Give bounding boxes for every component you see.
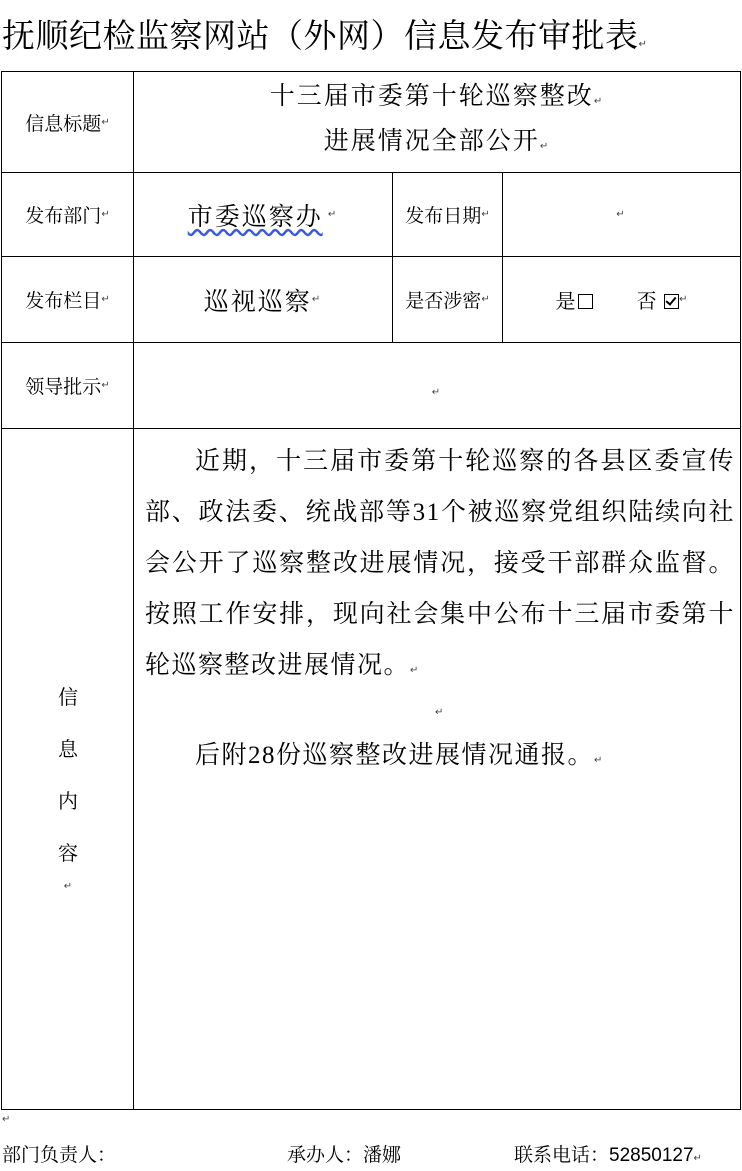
label-char: 信 — [58, 687, 78, 709]
blank-line: ↵ — [2, 1114, 11, 1125]
secret-options: 是 否 ↵ — [503, 257, 740, 342]
label-char: 容 — [58, 843, 78, 865]
label-publish-column: 发布栏目 ↵ — [25, 291, 110, 312]
footer-dept-head: 部门负责人： — [2, 1145, 117, 1166]
secret-option-no[interactable]: 否 — [637, 285, 680, 314]
info-content-body — [145, 436, 735, 786]
content-paragraph-2: 后附28份巡察整改进展情况通报。↵ — [195, 742, 604, 769]
footer-phone: 联系电话：52850127↵ — [514, 1145, 702, 1166]
label-publish-date: 发布日期 ↵ — [405, 206, 490, 227]
row-divider — [1, 428, 741, 429]
checkbox-empty-icon[interactable] — [578, 294, 593, 309]
label-is-secret: 是否涉密 ↵ — [405, 291, 490, 312]
publish-date-value: ↵ — [616, 209, 627, 220]
info-title-line-1: 十三届市委第十轮巡察整改 — [269, 83, 594, 110]
label-char: 内 — [58, 791, 78, 813]
info-title-value: 十三届市委第十轮巡察整改↵ 进展情况全部公开↵ — [269, 83, 605, 155]
table-border-right — [740, 71, 741, 1110]
label-char: 息 — [58, 739, 78, 761]
secret-option-yes[interactable]: 是 — [556, 285, 593, 314]
label-info-title: 信息标题 ↵ — [25, 113, 110, 135]
label-info-content: 信 息 内 容 ↵ — [48, 672, 88, 894]
content-paragraph-1: 近期，十三届市委第十轮巡察的各县区委宣传部、政法委、统战部等31个被巡察党组织陆续向社会公开了巡察整改进展情况，接受干部群众监督。按照工作安排，现向社会集中公布十三届市委第十轮巡察整改进展情况。↵ — [145, 448, 735, 679]
leader-instruction-value: ↵ — [431, 387, 443, 398]
publish-dept-value: 市委巡察办 ↵ — [187, 203, 339, 231]
publish-column-value: 巡视巡察 ↵ — [203, 288, 323, 316]
info-title-line-2: 进展情况全部公开 — [323, 128, 540, 155]
label-publish-dept: 发布部门 ↵ — [25, 206, 110, 227]
footer-handler: 承办人：潘娜 — [287, 1145, 402, 1166]
page-title: 抚顺纪检监察网站（外网）信息发布审批表↵ — [2, 17, 648, 54]
blank-line: ↵ — [435, 707, 445, 718]
table-border-bottom — [1, 1109, 741, 1110]
checkbox-checked-icon[interactable] — [664, 294, 679, 309]
label-leader-instruction: 领导批示 ↵ — [25, 377, 110, 398]
